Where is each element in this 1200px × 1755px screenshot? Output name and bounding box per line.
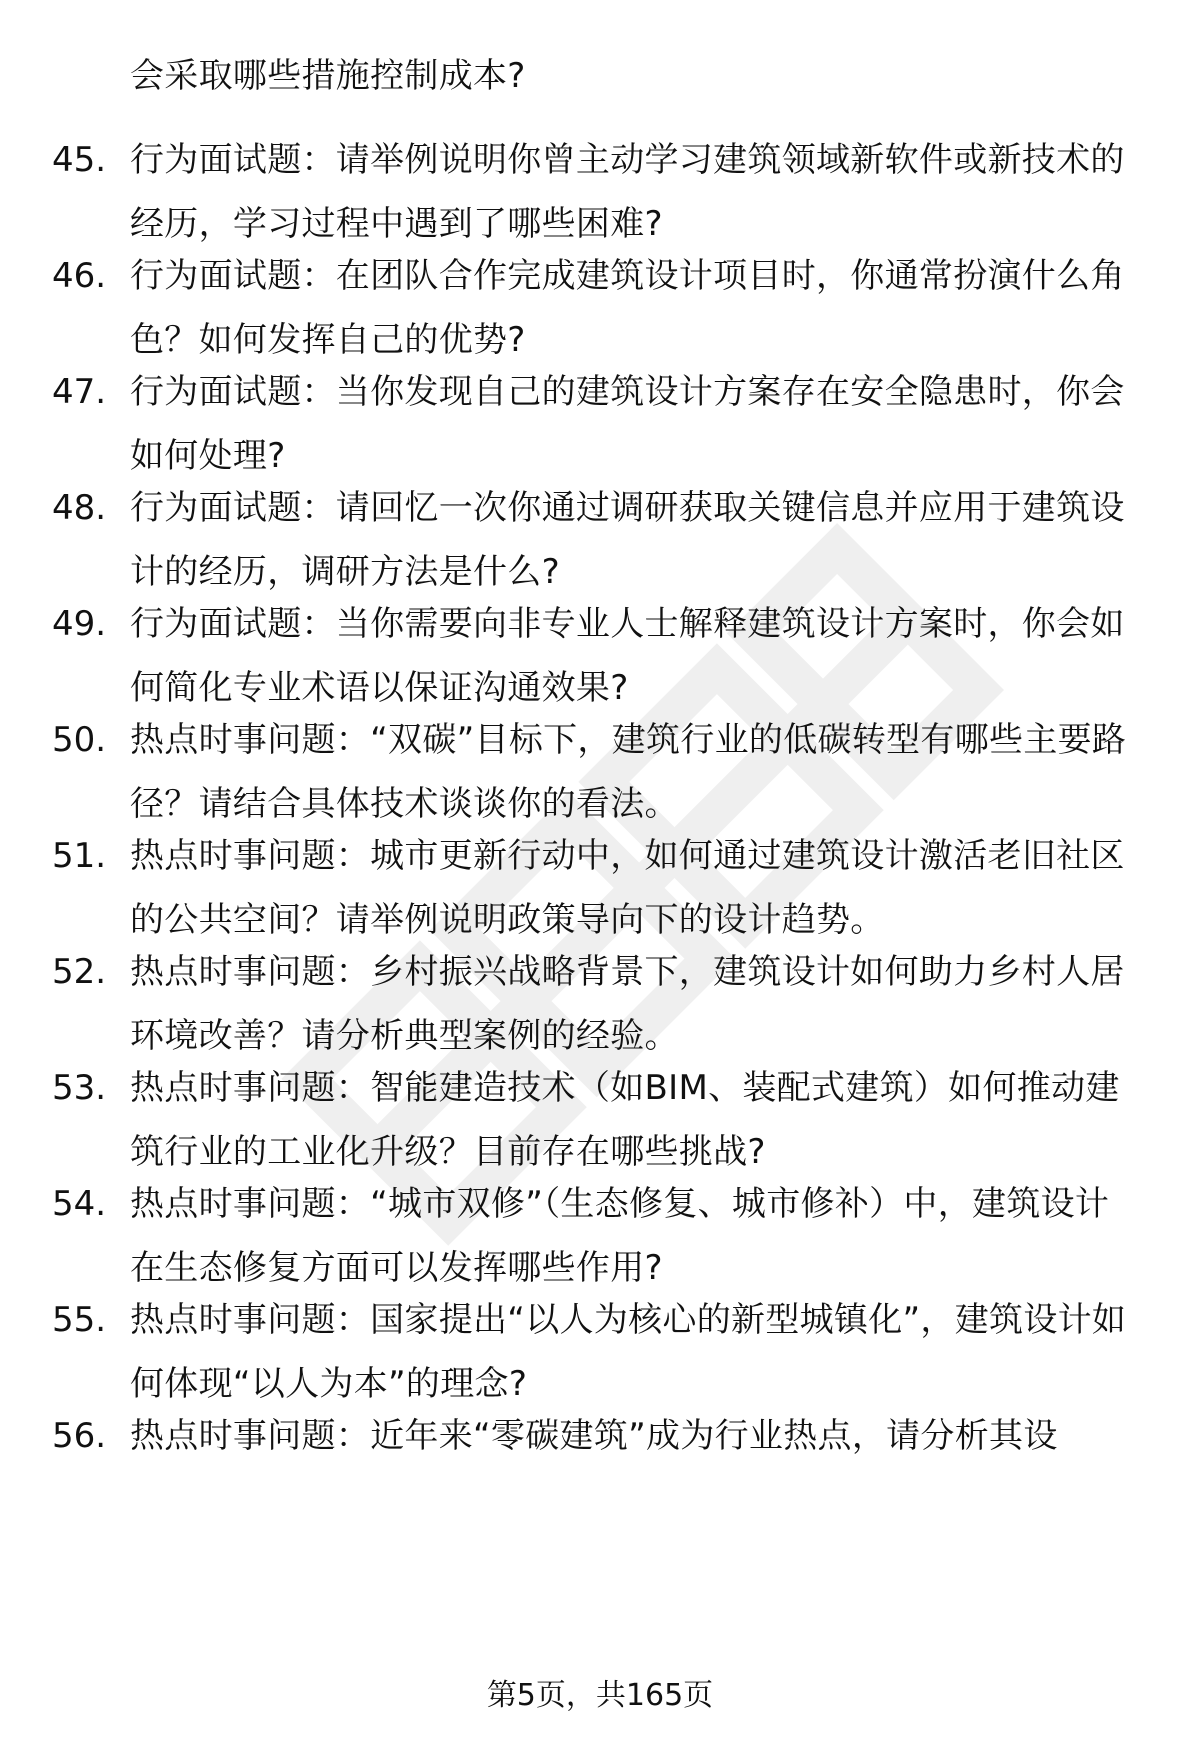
question-text: 热点时事问题：乡村振兴战略背景下，建筑设计如何助力乡村人居环境改善？请分析典型案例的经验。 xyxy=(130,952,1125,1056)
question-text: 行为面试题：在团队合作完成建筑设计项目时，你通常扮演什么角色？如何发挥自己的优势? xyxy=(130,256,1125,360)
question-text: 行为面试题：请回忆一次你通过调研获取关键信息并应用于建筑设计的经历，调研方法是什么? xyxy=(130,488,1125,592)
question-text: 热点时事问题：国家提出“以人为核心的新型城镇化”，建筑设计如何体现“以人为本”的理念? xyxy=(130,1300,1127,1404)
continuation-text: 会采取哪些措施控制成本? xyxy=(130,56,526,96)
question-number: 52. xyxy=(52,952,107,992)
question-number: 51. xyxy=(52,836,107,876)
question-number: 48. xyxy=(52,488,107,528)
question-text: 行为面试题：当你发现自己的建筑设计方案存在安全隐患时，你会如何处理? xyxy=(130,372,1125,476)
question-text: 热点时事问题：“城市双修”（生态修复、城市修补）中，建筑设计在生态修复方面可以发挥哪些作用? xyxy=(130,1184,1110,1288)
question-number: 54. xyxy=(52,1184,107,1224)
question-number: 46. xyxy=(52,256,107,296)
question-number: 50. xyxy=(52,720,107,760)
question-text: 热点时事问题：城市更新行动中，如何通过建筑设计激活老旧社区的公共空间？请举例说明政策导向下的设计趋势。 xyxy=(130,836,1125,940)
question-text: 热点时事问题：近年来“零碳建筑”成为行业热点，请分析其设 xyxy=(130,1416,1058,1456)
question-text: 行为面试题：请举例说明你曾主动学习建筑领域新软件或新技术的经历，学习过程中遇到了哪些困难? xyxy=(130,140,1125,244)
question-text: 热点时事问题：智能建造技术（如BIM、装配式建筑）如何推动建筑行业的工业化升级？目前存在哪些挑战? xyxy=(130,1068,1120,1172)
question-number: 47. xyxy=(52,372,107,412)
question-number: 45. xyxy=(52,140,107,180)
question-number: 53. xyxy=(52,1068,107,1108)
question-text: 行为面试题：当你需要向非专业人士解释建筑设计方案时，你会如何简化专业术语以保证沟通效果? xyxy=(130,604,1125,708)
question-number: 56. xyxy=(52,1416,107,1456)
question-number: 55. xyxy=(52,1300,107,1340)
question-number: 49. xyxy=(52,604,107,644)
page-number-footer: 第5页，共165页 xyxy=(486,1678,714,1713)
question-text: 热点时事问题：“双碳”目标下，建筑行业的低碳转型有哪些主要路径？请结合具体技术谈谈你的看法。 xyxy=(130,720,1127,824)
